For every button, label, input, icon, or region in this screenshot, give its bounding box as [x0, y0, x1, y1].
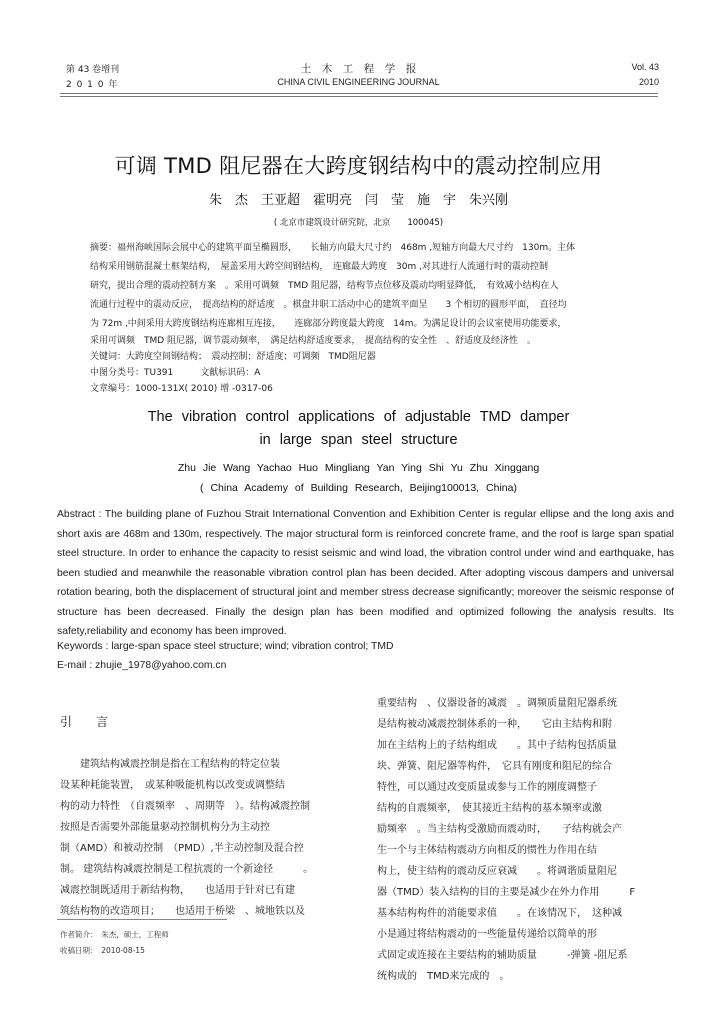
- journal-name-en: CHINA CIVIL ENGINEERING JOURNAL: [277, 77, 440, 87]
- body-line: 基本结构构件的消能要求值 。在该情况下， 这种减: [377, 908, 622, 919]
- abstract-en: [57, 505, 674, 642]
- affiliation-en: ( China Academy of Building Research, Beijing100013, China): [200, 482, 517, 494]
- body-line: 构上，使主结构的震动反应衰减 。将调谐质量阻尼: [377, 866, 617, 877]
- footnote-received-date: 收稿日期： 2010-08-15: [60, 946, 145, 955]
- body-line: 块、弹簧、阻尼器等构件， 它具有刚度和阻尼的综合: [377, 761, 612, 772]
- abstract-en-text: Abstract : The building plane of Fuzhou Strait International Convention and Exhibition Center is regular ellipse and the long axis and short axis are 468m and 130m, respectively. The major structural form is reinforced concrete frame, and the roof is large span spatial steel structure. In order to enhance the capacity to resist seismic and wind load, the vibration control under wind and earthquake, has been studied and meanwhile the reasonable vibration control plan has been decided. After adopting viscous dampers and universal rotation bearing, both the displacement of structural joint and member stress decrease significantly; moreover the seismic response of structure has been decreased. Finally the design plan has been modified and optimized following the analysis results. Its safety,reliability and economy has been improved.: [57, 509, 674, 637]
- author-email[interactable]: E-mail : zhujie_1978@yahoo.com.cn: [57, 660, 227, 671]
- body-line: 筑结构物的改造项目； 也适用于桥梁 、城地铁以及: [60, 906, 305, 917]
- body-line: 加在主结构上的子结构组成 。其中子结构包括质量: [377, 740, 617, 751]
- body-line: 构的动力特性 （自震频率 、周期等 ）。结构减震控制: [60, 801, 310, 812]
- body-line: 是结构被动减震控制体系的一种， 它由主结构和附: [377, 719, 612, 730]
- header-year-cn: 2 0 1 0 年: [66, 80, 119, 90]
- paper-title-en-line2: in large span steel structure: [259, 432, 458, 448]
- abstract-cn-line: 研究，提出合理的震动控制方案 。采用可调频 TMD 阻尼器，结构节点位移及震动均明显降低， 有效减小结构在人: [90, 281, 559, 291]
- body-line: 减震控制既适用于新结构物， 也适用于针对已有建: [60, 885, 295, 896]
- abstract-cn-line: 采用可调频 TMD 阻尼器，调节震动频率， 满足结构舒适度要求， 提高结构的安全性 、舒适度及经济性 。: [90, 336, 537, 346]
- article-number: 文章编号：1000-131X( 2010) 增 -0317-06: [90, 384, 273, 394]
- header-rule-top: [60, 93, 658, 94]
- affiliation-cn: ( 北京市建筑设计研究院，北京 100045): [273, 218, 444, 228]
- keywords-en: Keywords : large-span space steel structure; wind; vibration control; TMD: [57, 641, 394, 652]
- paper-title-cn: 可调 TMD 阻尼器在大跨度钢结构中的震动控制应用: [114, 154, 603, 178]
- abstract-cn-line: 为 72m ,中间采用大跨度钢结构连廊相互连接， 连廊部分跨度最大跨度 14m。为满足设计的会议室使用功能要求，: [90, 319, 567, 329]
- body-line: 建筑结构减震控制是指在工程结构的特定位装: [60, 759, 280, 770]
- body-line: 制（AMD）和被动控制 （PMD）,半主动控制及混合控: [60, 843, 304, 854]
- body-line: 按照是否需要外部能量驱动控制机构分为主动控: [60, 822, 270, 833]
- body-line: 生一个与主体结构震动方向相反的惯性力作用在结: [377, 845, 597, 856]
- footnote-author-bio: 作者简介： 朱杰，硕士，工程师: [60, 930, 169, 939]
- body-line: 小是通过将结构震动的一些能量传递给以简单的形: [377, 929, 597, 940]
- body-line: 器（TMD）装入结构的目的主要是减少在外力作用 F: [377, 887, 636, 898]
- header-rule-bottom: [60, 96, 658, 97]
- body-line: 结构的自震频率， 使其接近主结构的基本频率或激: [377, 803, 602, 814]
- section-heading-intro: 引 言: [60, 715, 109, 729]
- keywords-cn: 关键词：大跨度空间钢结构； 震动控制；舒适度；可调频 TMD阻尼器: [90, 352, 376, 362]
- body-line: 励频率 。当主结构受激励而震动时， 子结构就会产: [377, 824, 622, 835]
- journal-name-cn: 土 木 工 程 学 报: [300, 63, 417, 75]
- abstract-cn-line: 结构采用钢筋混凝土框架结构， 屋盖采用大跨空间钢结构， 连廊最大跨度 30m ,对其进行人流通行时的震动控制: [90, 262, 548, 272]
- body-line: 特性，可以通过改变质量或参与工作的刚度调整子: [377, 782, 597, 793]
- clc-number: 中图分类号：TU391 文献标识码：A: [90, 368, 261, 378]
- header-vol-en: Vol. 43: [631, 62, 659, 72]
- abstract-cn-line: 摘要：福州海峡国际会展中心的建筑平面呈椭圆形， 长轴方向最大尺寸约 468m ,短轴方向最大尺寸约 130m。主体: [90, 243, 576, 253]
- body-line: 重要结构 、仪器设备的减震 。调频质量阻尼器系统: [377, 698, 617, 709]
- footnote-rule: [57, 919, 227, 920]
- abstract-cn-line: 流通行过程中的震动反应， 提高结构的舒适度 。棋盘井职工活动中心的建筑平面呈 3 个相切的圆形平面， 直径均: [90, 300, 567, 310]
- header-year-en: 2010: [638, 77, 659, 87]
- body-line: 式固定或连接在主要结构的辅助质量 -弹簧 -阻尼系: [377, 950, 628, 961]
- authors-cn: 朱 杰 王亚超 霍明亮 闫 莹 施 宇 朱兴刚: [208, 193, 508, 208]
- body-line: 设某种耗能装置， 或某种吸能机构以改变或调整结: [60, 780, 285, 791]
- body-line: 制。 建筑结构减震控制是工程抗震的一个新途径 。: [60, 864, 314, 875]
- body-line: 统构成的 TMD来完成的 。: [377, 971, 510, 982]
- authors-en: Zhu Jie Wang Yachao Huo Mingliang Yan Ying Shi Yu Zhu Xinggang: [177, 462, 540, 474]
- header-volume: 第 43 卷增刊: [66, 65, 120, 75]
- paper-title-en-line1: The vibration control applications of adjustable TMD damper: [147, 409, 570, 425]
